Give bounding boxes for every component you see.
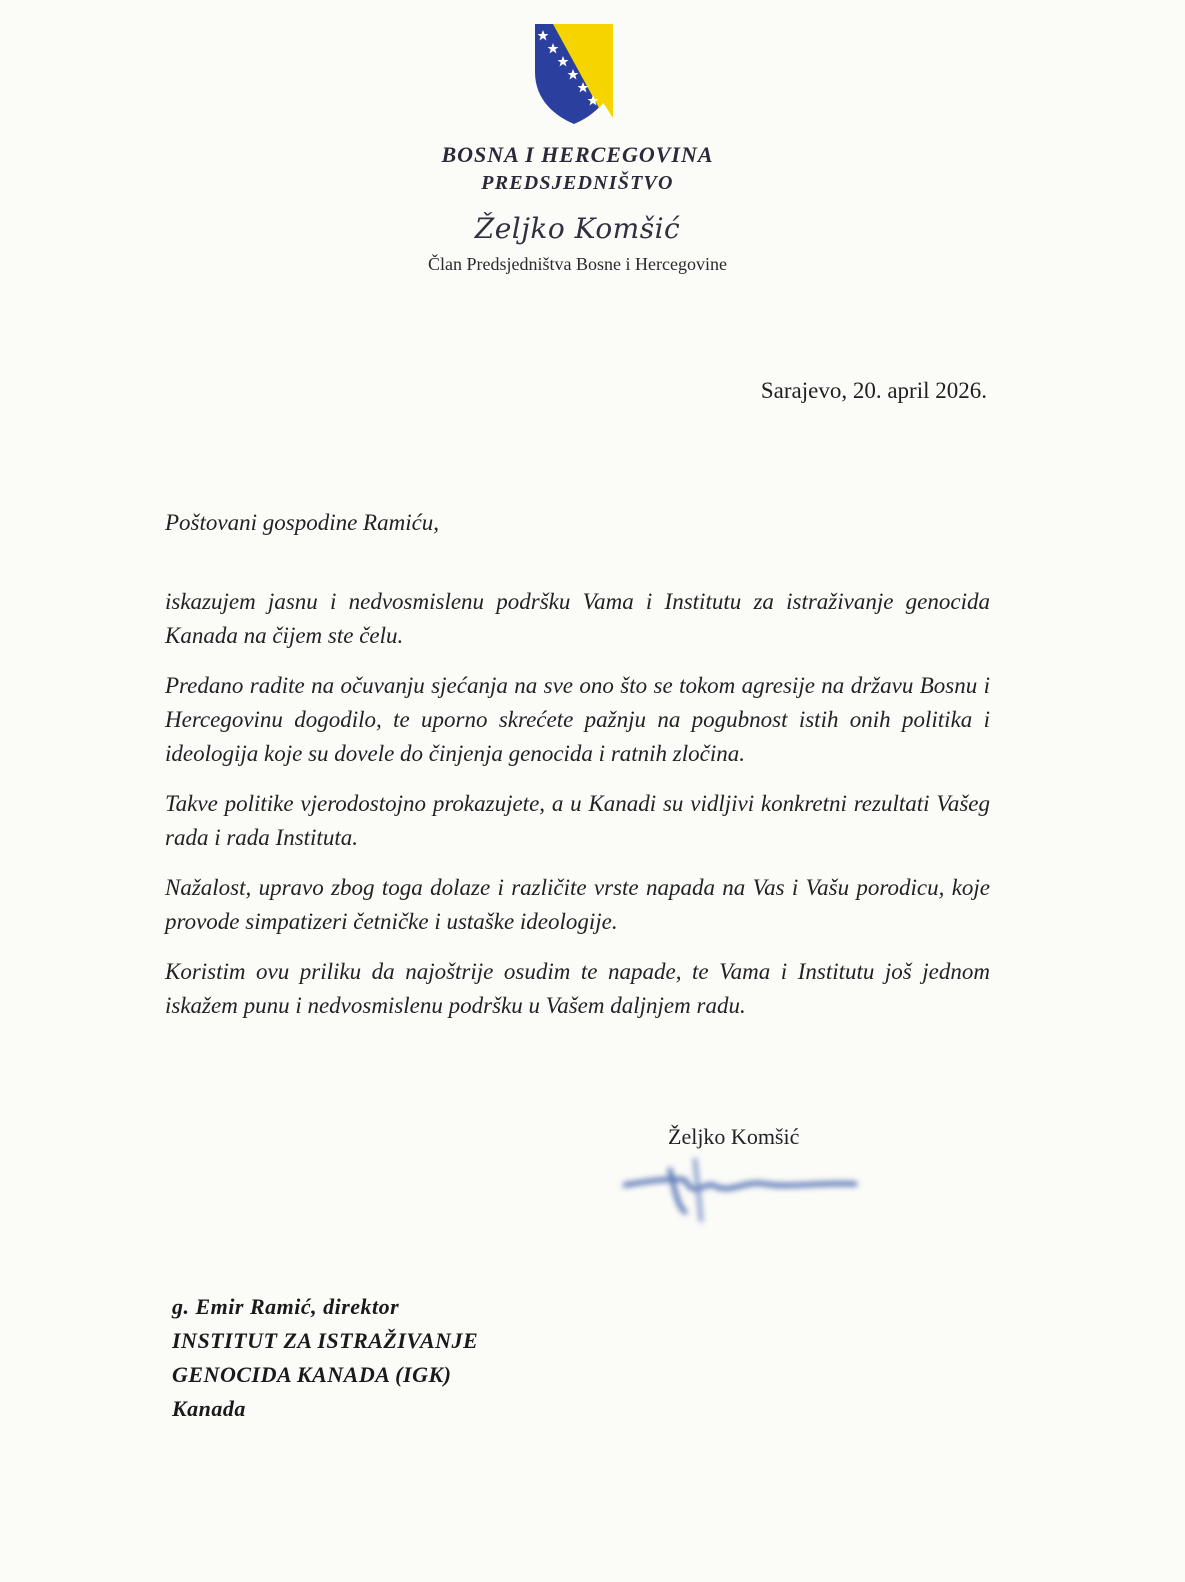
institution-name: PREDSJEDNIŠTVO bbox=[481, 172, 674, 194]
signer-name: Željko Komšić bbox=[668, 1124, 800, 1149]
paragraph: Predano radite na očuvanju sjećanja na sve ono što se tokom agresije na državu Bosnu i Hercegovinu dogodilo, te uporno skrećete pažnju na pogubnost istih onih politika i ideologija koje su dovele do činjenja genocida i ratnih zločina. bbox=[165, 673, 990, 766]
member-title: Član Predsjedništva Bosne i Hercegovine bbox=[428, 254, 727, 274]
paragraph: iskazujem jasnu i nedvosmislenu podršku Vama i Institutu za istraživanje genocida Kanada na čijem ste čelu. bbox=[165, 589, 990, 648]
salutation: Poštovani gospodine Ramiću, bbox=[165, 510, 440, 535]
recipient-institution-line1: INSTITUT ZA ISTRAŽIVANJE bbox=[172, 1328, 479, 1353]
paragraph: Takve politike vjerodostojno prokazujete, a u Kanadi su vidljivi konkretni rezultati Vašeg rada i rada Instituta. bbox=[165, 791, 990, 850]
letter-date: Sarajevo, 20. april 2026. bbox=[760, 378, 987, 403]
recipient-name: g. Emir Ramić, direktor bbox=[172, 1294, 400, 1319]
country-name: BOSNA I HERCEGOVINA bbox=[441, 142, 714, 167]
recipient-block bbox=[172, 1290, 478, 1426]
coat-of-arms-icon bbox=[533, 22, 615, 126]
letter-body bbox=[165, 585, 990, 1039]
paragraph: Nažalost, upravo zbog toga dolaze i različite vrste napada na Vas i Vašu porodicu, koje provode simpatizeri četničke i ustaške ideologije. bbox=[165, 875, 990, 934]
member-name-script: Željko Komšić bbox=[474, 212, 681, 245]
signature-icon bbox=[615, 1150, 865, 1230]
recipient-country: Kanada bbox=[172, 1396, 246, 1421]
paragraph: Koristim ovu priliku da najoštrije osudim te napade, te Vama i Institutu još jednom iskažem punu i nedvosmislenu podršku u Vašem daljnjem radu. bbox=[165, 959, 990, 1018]
recipient-institution-line2: GENOCIDA KANADA (IGK) bbox=[172, 1362, 452, 1387]
